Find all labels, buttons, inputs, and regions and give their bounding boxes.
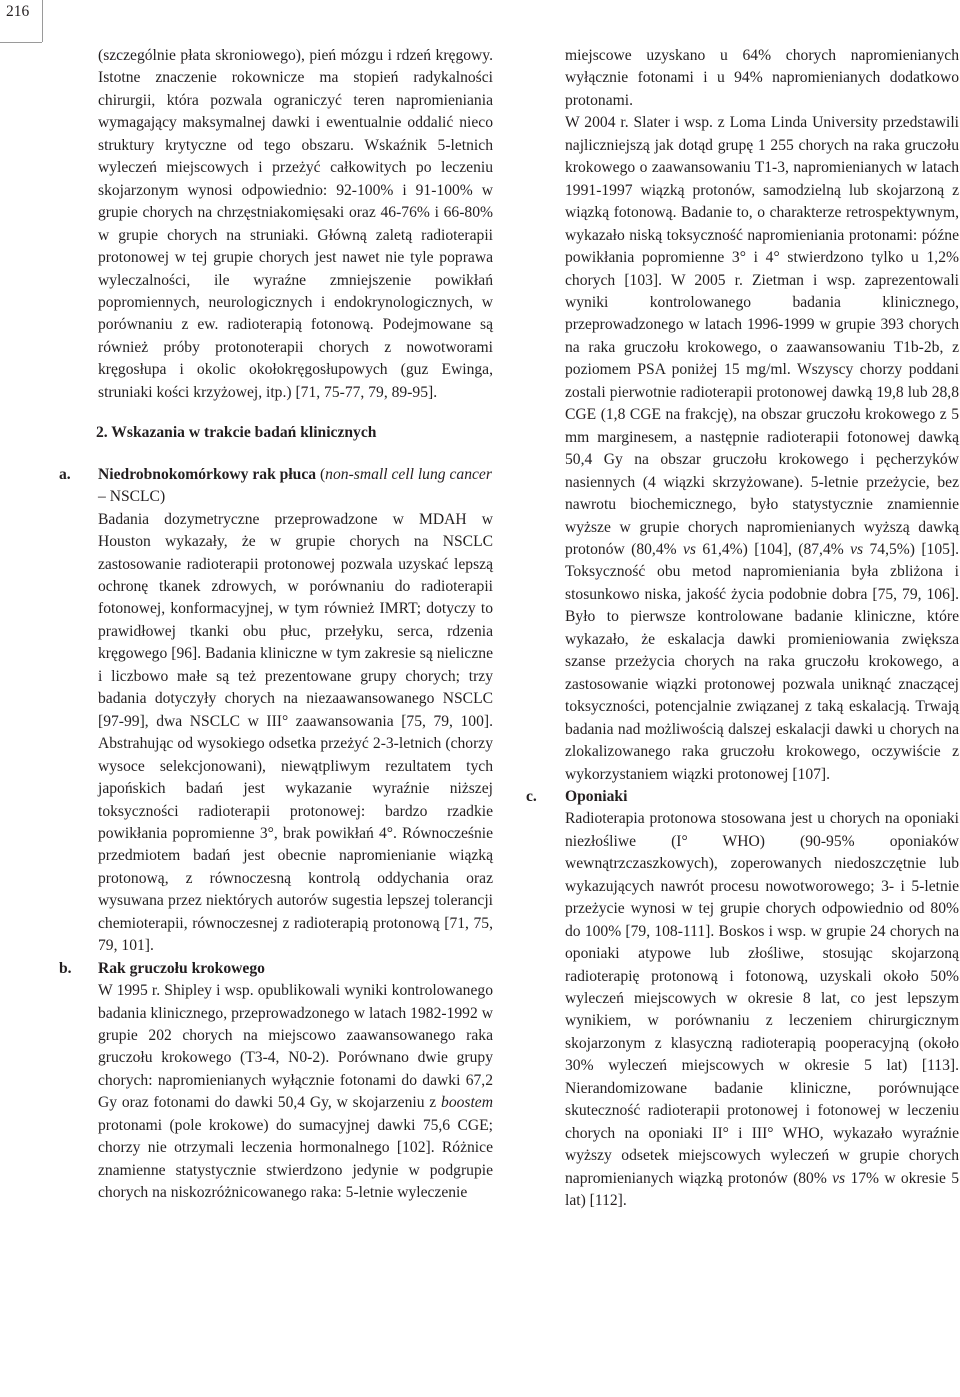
versus-italic-3: vs [832,1169,846,1187]
section-b [59,958,493,1205]
section-c-title-bold: Oponiaki [565,787,628,805]
section-a-title-italic: non-small cell lung cancer [325,465,492,483]
section-b-text-part1: W 1995 r. Shipley i wsp. opublikowali wyniki kontrolowanego badania klinicznego, przeprowadzonego w latach 1982-1992 w grupie 202 chorych na miejscowo zaawansowanego raka gruczołu krokowego (T3-4, N0-2). Porównano dwie grupy chorych: napromienianych wyłącznie fotonami do dawki 67,2 Gy oraz fotonami do dawki 50,4 Gy, w skojarzeniu z [98,982,493,1112]
section-b-slater-paragraph [565,112,959,786]
section-b-text-part2: protonami (pole krokowe) do sumacyjnej dawki 75,6 CGE; chorzy nie otrzymali leczenia hormonalnego [102]. Różnice znamienne statystycznie stwierdzono jedynie w podgrupie chorych na niskozróżnicowanego raka: 5-letnie wyleczenie [98,1116,493,1202]
section-a-text: Badania dozymetryczne przeprowadzone w MDAH w Houston wykazały, że w grupie chorych na NSCLC zastosowanie radioterapii protonowej pozwala uzyskać lepszą ochronę tkanek zdrowych, w porównaniu do radioterapii fotonowej, konformacyjnej, w tym również IMRT; dotyczy to prawidłowej tkanki obu płuc, przełyku, serca, rdzenia kręgowego [96]. Badania kliniczne w tym zakresie są nieliczne i liczbowo małe są też prezentowane grupy chorych; trzy badania dotyczyły chorych na niezaawansowanego NSCLC [97-99], dwa NSCLC w III° zaawansowania [75, 79, 100]. Abstrahując od wysokiego odsetka przeżyć 2-3-letnich (chorzy wysoce selekcjonowani), niewątpliwym rezultatem tych japońskich badań jest wykazanie wyraźnie niższej toksyczności radioterapii protonowej: bardzo rzadkie powikłania popromienne 3°, brak powikłań 4°. Równocześnie przedmiotem badań jest obecnie napromienianie wiązką protonową, z równoczesną kontrolą oddychania oraz wysuwana przez niektórych autorów sugestia lepszej tolerancji chemioterapii, równoczesnej z radioterapią protonową [71, 75, 79, 101]. [98,510,493,955]
section-b-title-bold: Rak gruczołu krokowego [98,959,265,977]
section-c-text-part1: Radioterapia protonowa stosowana jest u chorych na oponiaki niezłośliwe (I° WHO) (90-95% oponiaków wewnątrzczaszkowych), zoperowanych niedoszczętnie lub wykazujących nawrót procesu nowotworowego; 3- i 5-letnie przeżycie wynosi w tej grupie chorych odpowiednio od 80% do 100% [79, 108-111]. Boskos i wsp. w grupie 24 chorych na oponiaki atypowe lub złośliwe, stosując skojarzoną radioterapię protonową i fotonową, uzyskali około 50% wyleczeń miejscowych w okresie 8 lat, co jest lepszym wynikiem, w porównaniu z leczeniem chirurgicznym skojarzonym z klasyczną radioterapią pooperacyjną (około 30% wyleczeń miejscowych w okresie 5 lat) [113]. Nierandomizowane badanie kliniczne, porównujące skuteczność radioterapii protonowej i fotonowej w leczeniu chorych na oponiaki II° i III° WHO, wykazało wyraźnie wyższy odsetek miejscowych wyleczeń w grupie chorych napromienianych wiązką protonów (80% [565,810,959,1187]
corner-rule-vertical [42,0,43,42]
section-c [526,786,959,1213]
section-a [59,464,493,958]
section-c-label: c. [526,787,537,805]
section-c-text-part2: 17% w okresie 5 lat) [112]. [565,1169,959,1210]
versus-italic-2: vs [850,540,864,558]
right-column [526,45,959,1213]
section-b-text-italic: boostem [441,1094,493,1112]
section-a-label: a. [59,465,71,483]
page-number: 216 [6,3,30,20]
section-b-title [98,958,493,980]
section-a-title-open: ( [319,465,326,483]
section-heading: 2. Wskazania w trakcie badań klinicznych [96,424,377,442]
section-a-title-rest: – NSCLC) [98,488,166,506]
section-c-text [565,808,959,1212]
section-c-title [565,786,959,808]
corner-rule-horizontal [0,42,42,43]
section-b-text [98,980,493,1205]
section-b-slater-part2: 61,4%) [104], (87,4% [696,540,851,558]
left-column [59,45,493,1205]
intro-paragraph: (szczególnie płata skroniowego), pień mózgu i rdzeń kręgowy. Istotne znaczenie rokownicze ma stopień radykalności chirurgii, która pozwala ograniczyć teren napromieniania wymagający maksymalnej dawki i ewentualnie oddalić nieco struktury krytyczne od tego obszaru. Wskaźnik 5-letnich wyleczeń miejscowych i przeżyć całkowitych po leczeniu skojarzonym wynosi odpowiednio: 92-100% i 91-100% w grupie chorych na chrzęstniakomięsaki oraz 46-76% i 66-80% w grupie chorych na struniaki. Główną zaletą radioterapii protonowej w tej grupie chorych jest nawet nie tyle poprawa wyleczalności, ile wyraźne zmniejszenie powikłań popromiennych, neurologicznych i endokrynologicznych, w porównaniu z ew. radioterapią fotonową. Podejmowane są również próby protonoterapii chorych z nowotworami kręgosłupa i okolic okołokręgosłupowych (guz Ewinga, struniaki kości krzyżowej, itp.) [71, 75-77, 79, 89-95]. [98,47,493,401]
section-b-slater-part1: W 2004 r. Slater i wsp. z Loma Linda University przedstawili najliczniejszą jak dotąd grupę 1 255 chorych na raka gruczołu krokowego o zaawansowaniu T1-3, napromienianych w latach 1991-1997 wiązką protonów, samodzielną lub skojarzoną z wiązką fotonową. Badanie to, o charakterze retrospektywnym, wykazało niską toksyczność napromieniania protonami: późne powikłania popromienne 3° i 4° stwierdzono tylko u 1,2% chorych [103]. W 2005 r. Zietman i wsp. zaprezentowali wyniki kontrolowanego badania klinicznego, przeprowadzonego w latach 1996-1999 w grupie 393 chorych na raka gruczołu krokowego, o zaawansowaniu T1b-2b, z poziomem PSA poniżej 15 mg/ml. Wszyscy chorzy poddani zostali pierwotnie radioterapii protonowej dawką 19,8 lub 28,8 CGE (1,8 CGE na frakcję), na obszar gruczołu krokowego z 5 mm marginesem, a następnie radioterapii fotonowej dawką 50,4 Gy na obszar gruczołu krokowego i pęcherzyków nasiennych (4 wiązki skrzyżowane). 5-letnie przeżycie, bez nawrotu biochemicznego, było statystycznie znamiennie wyższe w grupie chorych napromienianych wyższą dawką protonów (80,4% [565,114,959,558]
section-b-slater-part3: 74,5%) [105]. Toksyczność obu metod napromieniania była zbliżona i stosunkowo niska, jakość życia podobnie dobra [75, 79, 106]. Było to pierwsze kontrolowane badanie kliniczne, które wykazało, że eskalacja dawki promieniowania zwiększa szanse przeżycia chorych na raka gruczołu krokowego, a zastosowanie wiązki protonowej pozwala uniknąć znaczącej toksyczności, potencjalnie związanej z taką eskalacją. Trwają badania nad możliwością dalszej eskalacji dawki u chorych na zlokalizowanego raka gruczołu krokowego, oczywiście z wykorzystaniem wiązki protonowej [107]. [565,540,959,783]
versus-italic-1: vs [683,540,696,558]
section-a-title [98,464,493,509]
section-b-continuation: miejscowe uzyskano u 64% chorych napromienianych wyłącznie fotonami i u 94% napromienianych dodatkowo protonami. [565,47,959,109]
section-b-label: b. [59,959,72,977]
section-a-title-bold: Niedrobnokomórkowy rak płuca [98,465,317,483]
